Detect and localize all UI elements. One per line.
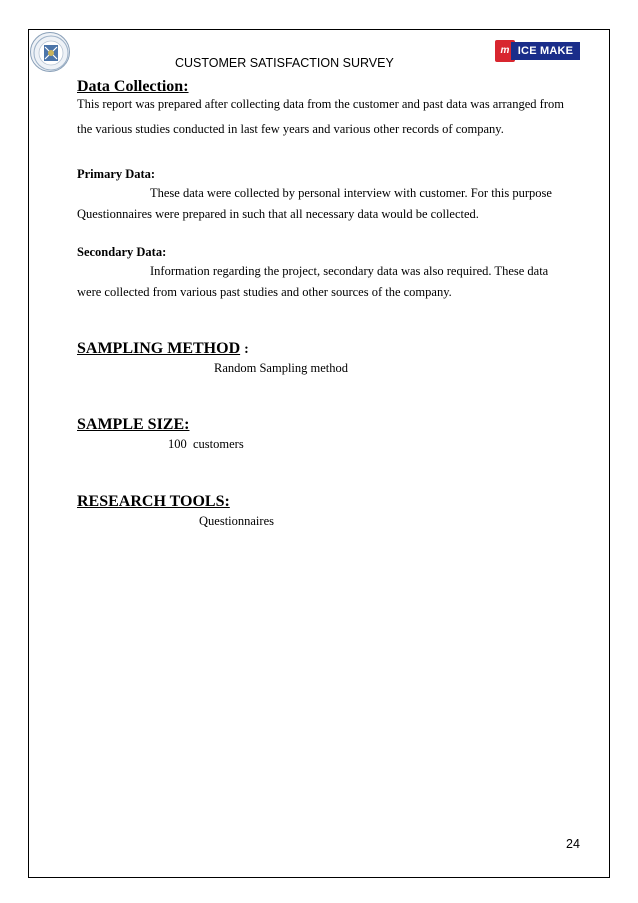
data-collection-line-1: This report was prepared after collecting data from the customer and past data was arranged from [77,97,564,111]
research-tools-heading: RESEARCH TOOLS: [77,493,230,510]
primary-data-line-2: Questionnaires were prepared in such that all necessary data would be collected. [77,207,479,221]
header-title: CUSTOMER SATISFACTION SURVEY [175,56,394,70]
sample-size-heading: SAMPLE SIZE: [77,416,190,433]
research-tools-value: Questionnaires [199,514,274,528]
university-emblem-logo [30,32,70,72]
page-number: 24 [566,837,580,851]
logo-brand-text: ICE MAKE [511,42,580,60]
ice-make-logo [495,40,580,62]
data-collection-heading: Data Collection: [77,78,189,95]
primary-data-heading: Primary Data: [77,167,156,181]
secondary-data-heading: Secondary Data: [77,245,167,259]
secondary-data-line-2: were collected from various past studies and other sources of the company. [77,285,452,299]
data-collection-line-2: the various studies conducted in last few years and various other records of company. [77,122,504,136]
sample-size-value: 100 customers [168,437,244,451]
sampling-method-colon: : [244,342,249,357]
page-border [28,29,610,878]
sampling-method-value: Random Sampling method [214,361,349,375]
primary-data-line-1: These data were collected by personal interview with customer. For this purpose [150,186,552,200]
sampling-method-heading-row [77,340,249,358]
logo-mark: m [500,45,510,56]
secondary-data-line-1: Information regarding the project, secondary data was also required. These data [150,264,549,278]
sampling-method-heading: SAMPLING METHOD [77,340,241,357]
